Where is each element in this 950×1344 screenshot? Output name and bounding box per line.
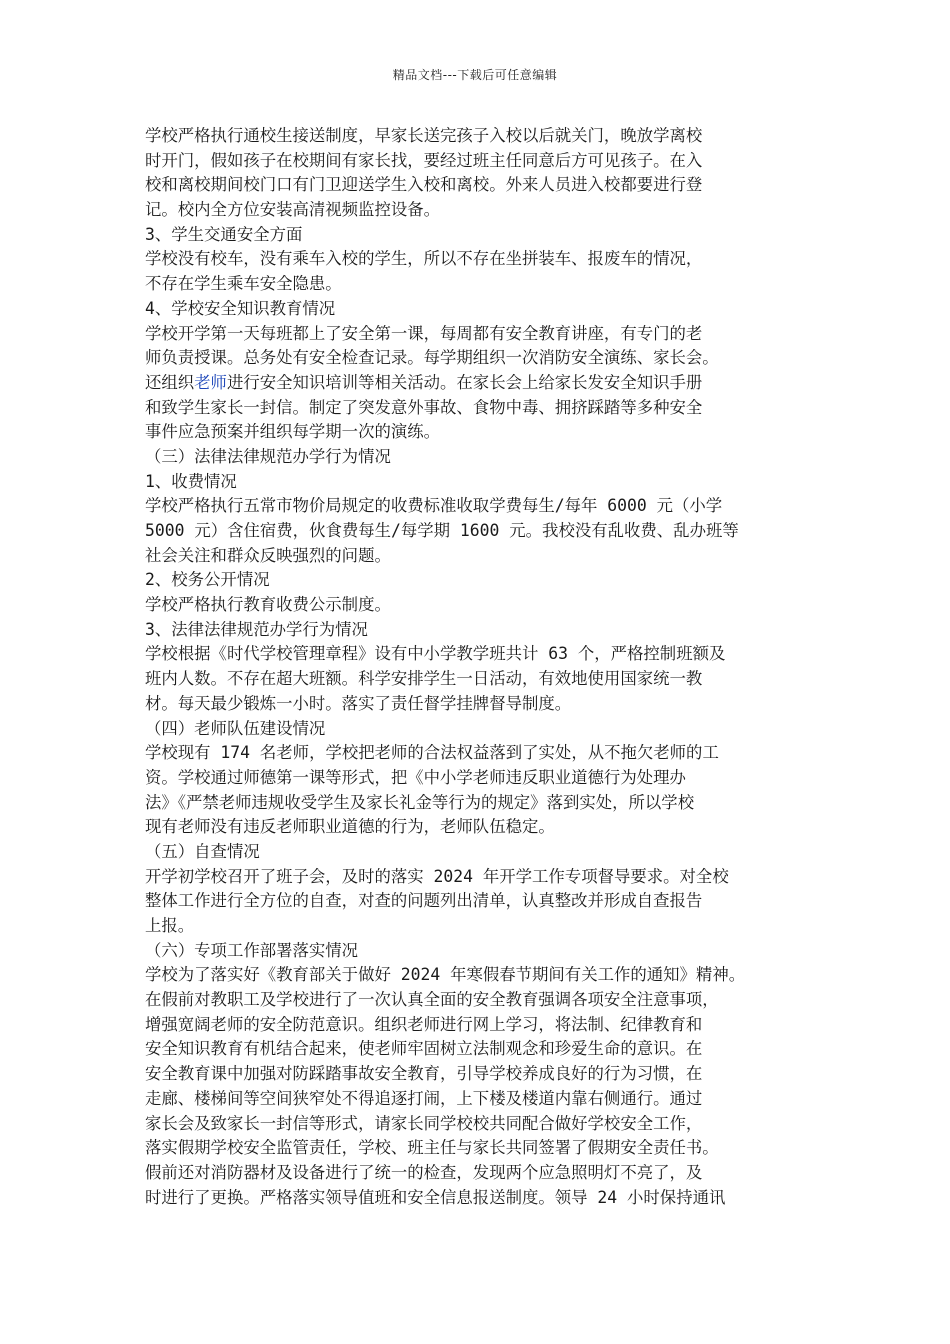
text-line: 4、学校安全知识教育情况 — [145, 298, 336, 318]
text-line: 班内人数。不存在超大班额。科学安排学生一日活动，有效地使用国家统一教 — [145, 669, 703, 689]
text-line: 落实假期学校安全监管责任，学校、班主任与家长共同签署了假期安全责任书。 — [145, 1138, 719, 1158]
text-line: （三）法律法律规范办学行为情况 — [145, 446, 391, 466]
text-line: 事件应急预案并组织每学期一次的演练。 — [145, 422, 441, 442]
text-segment: 还组织 — [145, 372, 195, 392]
text-line: 法》《严禁老师违规收受学生及家长礼金等行为的规定》落到实处，所以学校 — [145, 792, 695, 812]
text-line: （六）专项工作部署落实情况 — [145, 940, 359, 960]
text-line: 学校根据《时代学校管理章程》设有中小学教学班共计 63 个，严格控制班额及 — [145, 644, 726, 664]
text-line: 开学初学校召开了班子会，及时的落实 2024 年开学工作专项督导要求。对全校 — [145, 866, 729, 886]
text-line: 安全教育课中加强对防踩踏事故安全教育，引导学校养成良好的行为习惯，在 — [145, 1064, 703, 1084]
text-line: 现有老师没有违反老师职业道德的行为，老师队伍稳定。 — [145, 817, 555, 837]
text-line: 3、法律法律规范办学行为情况 — [145, 619, 368, 639]
text-line: 学校开学第一天每班都上了安全第一课，每周都有安全教育讲座，有专门的老 — [145, 323, 703, 343]
text-line: 材。每天最少锻炼一小时。落实了责任督学挂牌督导制度。 — [145, 693, 572, 713]
text-line: 整体工作进行全方位的自查，对查的问题列出清单，认真整改并形成自查报告 — [145, 891, 703, 911]
page-header: 精品文档---下载后可任意编辑 — [392, 68, 558, 82]
text-line: （五）自查情况 — [145, 841, 260, 861]
text-line: 学校为了落实好《教育部关于做好 2024 年寒假春节期间有关工作的通知》精神。 — [145, 965, 746, 985]
text-line: 学校严格执行五常市物价局规定的收费标准收取学费每生/每年 6000 元（小学 — [145, 496, 723, 516]
text-line: 走廊、楼梯间等空间狭窄处不得追逐打闹，上下楼及楼道内靠右侧通行。通过 — [145, 1088, 703, 1108]
text-line: 师负责授课。总务处有安全检查记录。每学期组织一次消防安全演练、家长会。 — [145, 348, 719, 368]
text-line: 学校没有校车，没有乘车入校的学生，所以不存在坐拼装车、报废车的情况， — [145, 249, 703, 269]
text-line: 校和离校期间校门口有门卫迎送学生入校和离校。外来人员进入校都要进行登 — [145, 175, 703, 195]
text-line: 5000 元）含住宿费，伙食费每生/每学期 1600 元。我校没有乱收费、乱办班等 — [145, 521, 739, 540]
text-line: 时开门，假如孩子在校期间有家长找，要经过班主任同意后方可见孩子。在入 — [145, 150, 703, 170]
text-line: 不存在学生乘车安全隐患。 — [145, 274, 342, 294]
teacher-link[interactable]: 老师 — [194, 372, 227, 392]
text-line: 社会关注和群众反映强烈的问题。 — [145, 545, 391, 565]
text-line: 学校严格执行通校生接送制度，早家长送完孩子入校以后就关门，晚放学离校 — [145, 126, 703, 145]
text-line: 家长会及致家长一封信等形式，请家长同学校校共同配合做好学校安全工作， — [145, 1113, 703, 1133]
text-segment: 进行安全知识培训等相关活动。在家长会上给家长发安全知识手册 — [226, 372, 703, 392]
text-line: 增强宽阔老师的安全防范意识。组织老师进行网上学习，将法制、纪律教育和 — [145, 1014, 703, 1034]
text-line — [145, 371, 825, 396]
text-line: 学校严格执行教育收费公示制度。 — [145, 595, 391, 615]
text-line: 1、收费情况 — [145, 471, 237, 491]
text-line: 时进行了更换。严格落实领导值班和安全信息报送制度。领导 24 小时保持通讯 — [145, 1187, 726, 1207]
text-line: 学校现有 174 名老师，学校把老师的合法权益落到了实处，从不拖欠老师的工 — [145, 743, 719, 763]
text-line: 3、学生交通安全方面 — [145, 224, 303, 244]
text-line: （四）老师队伍建设情况 — [145, 718, 326, 738]
text-line: 和致学生家长一封信。制定了突发意外事故、食物中毒、拥挤踩踏等多种安全 — [145, 397, 703, 417]
text-line: 假前还对消防器材及设备进行了统一的检查，发现两个应急照明灯不亮了，及 — [145, 1162, 703, 1182]
document-body — [145, 124, 825, 1210]
text-line: 在假前对教职工及学校进行了一次认真全面的安全教育强调各项安全注意事项， — [145, 990, 719, 1010]
text-line: 安全知识教育有机结合起来，使老师牢固树立法制观念和珍爱生命的意识。在 — [145, 1039, 703, 1059]
text-line: 资。学校通过师德第一课等形式，把《中小学老师违反职业道德行为处理办 — [145, 767, 686, 787]
text-line: 记。校内全方位安装高清视频监控设备。 — [145, 200, 441, 220]
text-line: 上报。 — [145, 916, 195, 935]
text-line: 2、校务公开情况 — [145, 570, 270, 590]
